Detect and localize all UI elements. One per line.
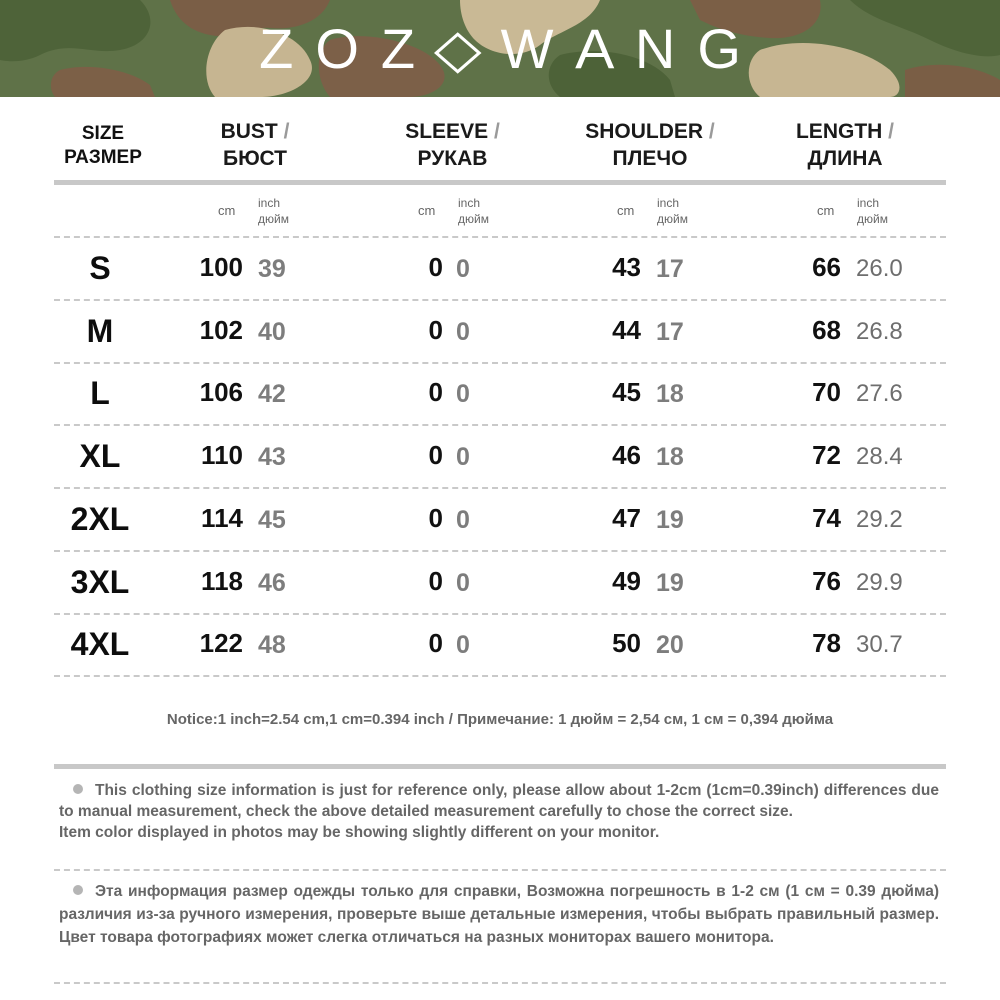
bust-cm-value: 102: [199, 314, 243, 345]
bust-cm-value: 122: [199, 628, 243, 659]
brand-letter: Z: [259, 17, 294, 80]
disclaimer-en: [59, 780, 939, 843]
shoulder-inch-value: 19: [656, 505, 684, 534]
bust-cm-value: 118: [201, 565, 243, 596]
brand-letter: O: [315, 17, 359, 80]
row-divider: [54, 424, 946, 426]
disclaimer-ru-text: Эта информация размер одежды только для справки, Возможна погрешность в 1-2 см (1 см = 0.39 дюйма) различия из-за ручного измерения, проверьте выше детальные измерения, чтобы выбрать правильный размер. Цвет товара фотографиях может слегка отличаться на разных мониторах вашего монитора.: [59, 883, 939, 946]
bust-inch-value: 48: [258, 631, 286, 660]
bust-inch-value: 46: [258, 568, 286, 597]
row-divider: [54, 550, 946, 552]
brand-letter: A: [574, 17, 614, 80]
sleeve-cm-value: 0: [428, 377, 443, 408]
sleeve-inch-value: 0: [456, 505, 470, 534]
shoulder-inch-value: 17: [656, 317, 684, 346]
bust-inch-value: 42: [258, 380, 286, 409]
unit-inch-en: inch: [857, 196, 880, 210]
unit-inch-ru: дюйм: [258, 212, 289, 226]
unit-cm: cm: [817, 203, 835, 218]
header-size-en: SIZE: [81, 123, 125, 144]
header-shoulder-ru: ПЛЕЧО: [612, 147, 688, 170]
unit-inch-en: inch: [458, 196, 481, 210]
slash: /: [888, 120, 894, 143]
length-cm-value: 66: [812, 252, 841, 282]
row-divider: [54, 236, 946, 238]
length-inch-value: 26.0: [856, 255, 903, 282]
size-label: XL: [79, 438, 121, 475]
brand-letter: N: [634, 17, 676, 80]
header-divider: [54, 180, 946, 185]
size-label: 4XL: [70, 626, 130, 663]
unit-cm: cm: [418, 203, 436, 218]
length-cm-value: 68: [812, 314, 841, 345]
unit-inch-ru: дюйм: [458, 212, 489, 226]
sleeve-inch-value: 0: [456, 631, 470, 660]
shoulder-inch-value: 17: [656, 255, 684, 283]
header-shoulder: [570, 118, 730, 172]
row-divider: [54, 299, 946, 301]
shoulder-cm-value: 43: [612, 252, 641, 282]
unit-inch-en: inch: [657, 196, 680, 210]
shoulder-cm-value: 45: [612, 377, 641, 408]
length-cm-value: 74: [812, 502, 841, 533]
sleeve-cm-value: 0: [428, 628, 443, 659]
bust-inch-value: 45: [258, 505, 286, 534]
row-divider: [54, 362, 946, 364]
shoulder-cm-value: 49: [612, 565, 641, 596]
bust-cm-value: 100: [199, 252, 243, 282]
length-inch-value: 30.7: [856, 631, 903, 659]
unit-inch-en: inch: [258, 196, 281, 210]
sleeve-inch-value: 0: [456, 443, 470, 472]
disclaimer-en-color-note: Item color displayed in photos may be showing slightly different on your monitor.: [59, 824, 660, 841]
length-inch-value: 26.8: [856, 317, 903, 345]
sleeve-cm-value: 0: [428, 252, 443, 282]
size-label: M: [86, 312, 114, 349]
sleeve-cm-value: 0: [428, 440, 443, 471]
length-inch-value: 27.6: [856, 380, 903, 408]
unit-cm: cm: [218, 203, 236, 218]
unit-inch: [458, 195, 489, 227]
disclaimer-ru: [59, 880, 939, 949]
disclaimer-en-text: This clothing size information is just for reference only, please allow about 1-2cm (1cm=0.39inch) differences due to manual measurement, check the above detailed measurement carefully to chose the correct size.: [59, 782, 939, 820]
sleeve-cm-value: 0: [428, 502, 443, 533]
header-sleeve-en: SLEEVE: [405, 120, 489, 143]
sleeve-inch-value: 0: [456, 380, 470, 409]
size-label: L: [90, 375, 110, 412]
unit-cm: cm: [617, 203, 635, 218]
header-bust-ru: БЮСТ: [223, 147, 287, 170]
bullet-icon: [73, 784, 83, 794]
length-inch-value: 29.2: [856, 505, 903, 533]
shoulder-cm-value: 46: [612, 440, 641, 471]
slash: /: [283, 120, 290, 143]
header-bust-en: BUST: [220, 120, 278, 143]
bust-inch-value: 43: [258, 443, 286, 472]
slash: /: [708, 120, 715, 143]
unit-inch: [857, 195, 888, 227]
header-length-ru: ДЛИНА: [807, 147, 883, 170]
brand-banner: [0, 0, 1000, 97]
shoulder-cm-value: 47: [612, 502, 641, 533]
notice-divider: [54, 764, 946, 769]
bust-cm-value: 106: [199, 377, 243, 408]
row-divider: [54, 613, 946, 615]
disclaimer-divider: [54, 869, 946, 871]
brand-letter: W: [500, 17, 554, 80]
header-shoulder-en: SHOULDER: [585, 120, 704, 143]
size-label: 2XL: [70, 500, 130, 537]
brand-letter: ◇: [433, 19, 482, 79]
brand-letter: Z: [380, 17, 416, 80]
shoulder-inch-value: 18: [656, 443, 684, 472]
header-size: [48, 122, 158, 170]
row-divider: [54, 487, 946, 489]
length-cm-value: 76: [812, 565, 841, 596]
sleeve-inch-value: 0: [456, 568, 470, 597]
unit-inch: [657, 195, 688, 227]
unit-inch-ru: дюйм: [657, 212, 688, 226]
length-cm-value: 72: [812, 440, 841, 471]
sleeve-inch-value: 0: [456, 317, 470, 346]
bust-inch-value: 40: [258, 317, 286, 346]
shoulder-inch-value: 20: [656, 631, 684, 660]
slash: /: [493, 120, 500, 143]
unit-inch-ru: дюйм: [857, 212, 888, 226]
table-header: [0, 118, 1000, 178]
header-length: [780, 118, 910, 172]
conversion-notice: Notice:1 inch=2.54 cm,1 cm=0.394 inch / Примечание: 1 дюйм = 2,54 см, 1 см = 0,394 дюйма: [166, 711, 834, 728]
header-sleeve-ru: РУКАВ: [417, 147, 488, 170]
shoulder-inch-value: 19: [656, 568, 684, 597]
header-sleeve: [385, 118, 520, 172]
shoulder-cm-value: 44: [612, 314, 641, 345]
length-cm-value: 70: [812, 377, 841, 408]
bullet-icon: [73, 885, 83, 895]
size-label: 3XL: [70, 563, 130, 600]
sleeve-cm-value: 0: [428, 314, 443, 345]
length-inch-value: 28.4: [856, 443, 903, 471]
footer-divider: [54, 982, 946, 984]
bust-cm-value: 114: [201, 502, 243, 533]
length-inch-value: 29.9: [856, 568, 903, 596]
sleeve-inch-value: 0: [456, 255, 470, 283]
shoulder-cm-value: 50: [612, 628, 641, 659]
sleeve-cm-value: 0: [428, 565, 443, 596]
brand-letter: G: [697, 17, 741, 80]
shoulder-inch-value: 18: [656, 380, 684, 409]
header-size-ru: РАЗМЕР: [64, 147, 142, 168]
unit-inch: [258, 195, 289, 227]
bust-inch-value: 39: [258, 255, 286, 283]
header-bust: [195, 118, 315, 172]
bust-cm-value: 110: [201, 440, 243, 471]
row-divider: [54, 675, 946, 677]
length-cm-value: 78: [812, 628, 841, 659]
brand-logo: [0, 0, 1000, 97]
size-label: S: [89, 250, 111, 286]
header-length-en: LENGTH: [795, 120, 883, 143]
